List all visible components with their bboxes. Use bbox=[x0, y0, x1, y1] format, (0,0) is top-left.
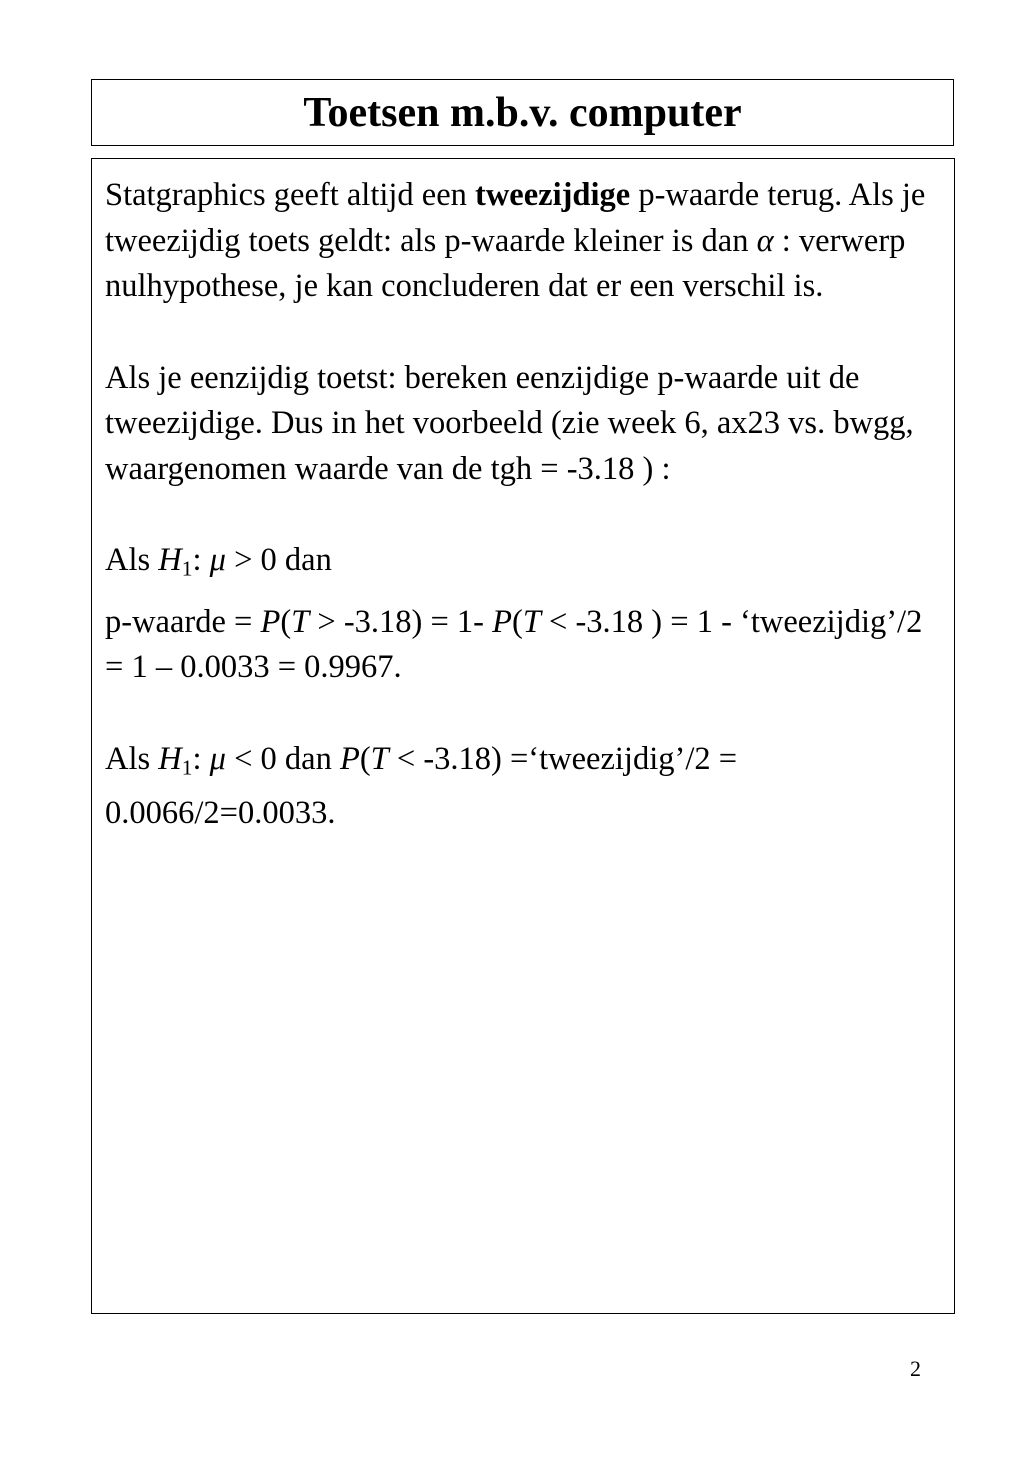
paragraph-two-sided-bold: tweezijdige bbox=[475, 177, 631, 213]
paren: ( bbox=[280, 603, 292, 640]
colon: : bbox=[192, 542, 210, 578]
spacer bbox=[105, 592, 942, 600]
case-less-condition: < 0 dan bbox=[225, 740, 340, 777]
paragraph-two-sided-text-a: Statgraphics geeft altijd een bbox=[105, 177, 476, 213]
spacer bbox=[105, 492, 942, 538]
mu-symbol: μ bbox=[209, 542, 226, 578]
title-box bbox=[91, 79, 954, 146]
case-greater-condition: > 0 dan bbox=[225, 542, 332, 578]
formula-text-b: > -3.18) = 1- bbox=[309, 603, 493, 640]
p-symbol: P bbox=[492, 603, 512, 640]
formula-text-c: < -3.18 ) = 1 - ‘tweezijdig’/2 = 1 – 0.0033 = 0.9967. bbox=[105, 603, 923, 686]
h-symbol: H bbox=[158, 542, 182, 578]
h-symbol: H bbox=[158, 740, 182, 777]
spacer bbox=[105, 310, 942, 356]
case-greater-heading bbox=[105, 538, 942, 592]
p-symbol: P bbox=[260, 603, 281, 640]
formula-text-a: p-waarde = bbox=[105, 603, 261, 640]
paragraph-one-sided: Als je eenzijdig toetst: bereken eenzijdige p-waarde uit de tweezijdige. Dus in het voorbeeld (zie week 6, ax23 vs. bwgg, waargenomen waarde van de tgh = -3.18 ) : bbox=[105, 359, 914, 487]
h-subscript: 1 bbox=[181, 556, 193, 581]
t-symbol: T bbox=[522, 603, 541, 640]
page-number: 2 bbox=[910, 1356, 921, 1381]
spacer bbox=[105, 691, 942, 737]
colon: : bbox=[192, 740, 210, 777]
paragraph-two-sided-text-b: p-waarde terug. Als je tweezijdig toets geldt: als p-waarde kleiner is dan bbox=[105, 177, 926, 259]
case-less bbox=[105, 737, 942, 836]
content-box bbox=[91, 158, 955, 1314]
mu-symbol: μ bbox=[209, 740, 226, 777]
p-symbol: P bbox=[339, 740, 360, 777]
h-subscript: 1 bbox=[181, 755, 193, 780]
case-less-rest: < -3.18) =‘tweezijdig’/2 = 0.0066/2=0.0033. bbox=[105, 740, 738, 831]
paragraph-two-sided-text-c: : verwerp nulhypothese, je kan concluderen dat er een verschil is. bbox=[105, 222, 906, 304]
t-symbol: T bbox=[291, 603, 310, 640]
case-greater-formula bbox=[105, 600, 942, 691]
slide-title: Toetsen m.b.v. computer bbox=[303, 89, 742, 136]
case-greater-prefix: Als bbox=[105, 542, 159, 578]
paren: ( bbox=[512, 603, 523, 640]
case-less-prefix: Als bbox=[105, 740, 159, 777]
paragraph-two-sided bbox=[105, 173, 942, 310]
t-symbol: T bbox=[370, 740, 389, 777]
alpha-symbol: α bbox=[756, 222, 774, 259]
paren: ( bbox=[359, 740, 371, 777]
